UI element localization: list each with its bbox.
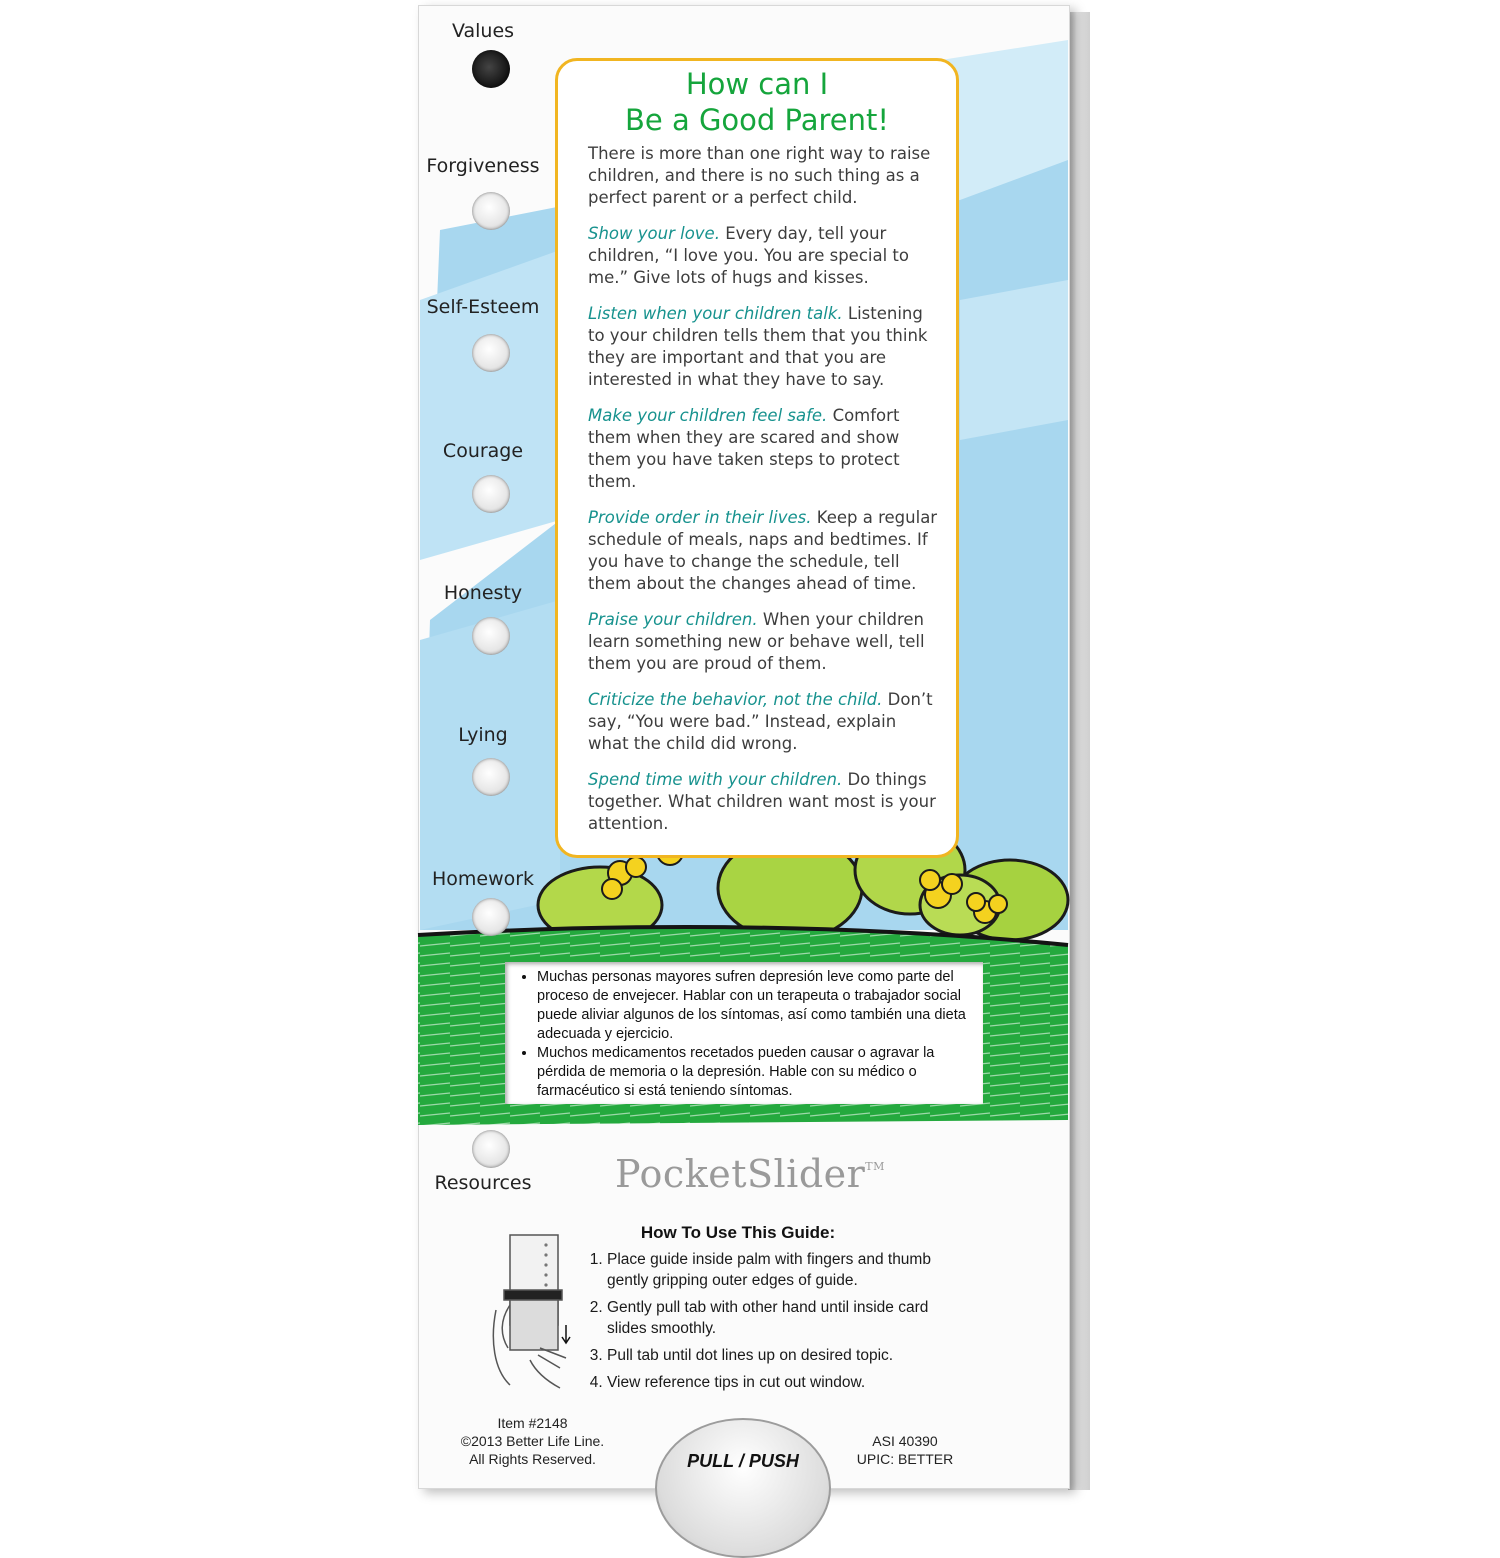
window-bullets <box>505 962 983 1101</box>
copyright: ©2013 Better Life Line. <box>460 1433 605 1449</box>
hand-illustration <box>490 1230 580 1390</box>
pull-push-tab[interactable] <box>655 1418 831 1558</box>
howto-title: How To Use This Guide: <box>640 1223 836 1242</box>
tip-feel-safe <box>588 405 940 493</box>
tip-listen <box>588 303 940 391</box>
panel-title <box>555 66 959 138</box>
legal-left <box>440 1414 625 1468</box>
tab-label-lying: Lying <box>458 724 508 746</box>
trademark-mark: TM <box>865 1160 885 1173</box>
topic-hole-self-esteem <box>472 334 510 372</box>
panel-title-line-1: How can I <box>685 67 829 101</box>
topic-hole-honesty <box>472 617 510 655</box>
howto-step: 4. View reference tips in cut out window. <box>607 1372 937 1393</box>
tip-text: Listening to your children tells them that you think they are important and that you are interested in what they have to say. <box>588 304 928 389</box>
tip-text: Every day, tell your children, “I love you. You are special to me.” Give lots of hugs and kisses. <box>588 224 909 287</box>
tab-label-resources: Resources <box>434 1172 532 1194</box>
brand-logo <box>615 1152 885 1196</box>
panel-intro: There is more than one right way to raise children, and there is no such thing as a perfect parent or a perfect child. <box>588 144 931 207</box>
tip-heading: Provide order in their lives. <box>588 508 812 527</box>
panel-title-line-2: Be a Good Parent! <box>625 103 889 137</box>
howto-step: 3. Pull tab until dot lines up on desired topic. <box>607 1345 937 1366</box>
tab-label-courage: Courage <box>442 440 524 462</box>
tip-heading: Show your love. <box>588 224 720 243</box>
tip-heading: Listen when your children talk. <box>588 304 843 323</box>
topic-hole-courage <box>472 475 510 513</box>
tab-label-honesty: Honesty <box>443 582 523 604</box>
tab-label-self-esteem: Self-Esteem <box>426 296 540 318</box>
tip-provide-order <box>588 507 940 595</box>
tip-heading: Make your children feel safe. <box>588 406 828 425</box>
topic-hole-forgiveness <box>472 192 510 230</box>
tip-heading: Criticize the behavior, not the child. <box>588 690 883 709</box>
tab-label-values: Values <box>451 20 515 42</box>
window-bullet: • Muchos medicamentos recetados pueden causar o agravar la pérdida de memoria o la depresión. Hable con su médico o farmacéutico si está teniendo síntomas. <box>537 1044 975 1101</box>
tip-text: Comfort them when they are scared and show them you have taken steps to protect them. <box>588 406 900 491</box>
howto-step: 2. Gently pull tab with other hand until inside card slides smoothly. <box>607 1297 937 1339</box>
legal-right <box>850 1432 960 1468</box>
tip-heading: Spend time with your children. <box>588 770 843 789</box>
upic-code: UPIC: BETTER <box>856 1451 954 1467</box>
item-number: Item #2148 <box>497 1415 568 1431</box>
window-bullet: • Muchas personas mayores sufren depresión leve como parte del proceso de envejecer. Hablar con un terapeuta o trabajador social puede aliviar algunos de los síntomas, así como también una dieta adecuada y ejercicio. <box>537 968 975 1044</box>
tip-text: Don’t say, “You were bad.” Instead, explain what the child did wrong. <box>588 690 933 753</box>
topic-hole-lying <box>472 758 510 796</box>
asi-number: ASI 40390 <box>872 1433 938 1449</box>
tab-label-forgiveness: Forgiveness <box>426 155 540 177</box>
tip-criticize-behavior <box>588 689 940 755</box>
panel-body <box>588 143 940 849</box>
tip-text: Do things together. What children want most is your attention. <box>588 770 936 833</box>
rights-reserved: All Rights Reserved. <box>469 1451 596 1467</box>
tip-heading: Praise your children. <box>588 610 758 629</box>
cutout-window <box>505 962 983 1104</box>
topic-hole-values <box>472 50 510 88</box>
tip-praise <box>588 609 940 675</box>
tip-text: Keep a regular schedule of meals, naps and bedtimes. If you have to change the schedule, tell them about the changes ahead of time. <box>588 508 938 593</box>
tip-spend-time <box>588 769 940 835</box>
tab-label-homework: Homework <box>431 868 535 890</box>
howto-step: 1. Place guide inside palm with fingers and thumb gently gripping outer edges of guide. <box>607 1249 937 1291</box>
howto-steps <box>583 1249 937 1399</box>
topic-hole-homework <box>472 898 510 936</box>
brand-name: PocketSlider <box>615 1152 866 1196</box>
topic-hole-resources <box>472 1130 510 1168</box>
pull-push-label: PULL / PUSH <box>687 1451 799 1471</box>
tip-text: When your children learn something new or behave well, tell them you are proud of them. <box>588 610 925 673</box>
tip-show-love <box>588 223 940 289</box>
